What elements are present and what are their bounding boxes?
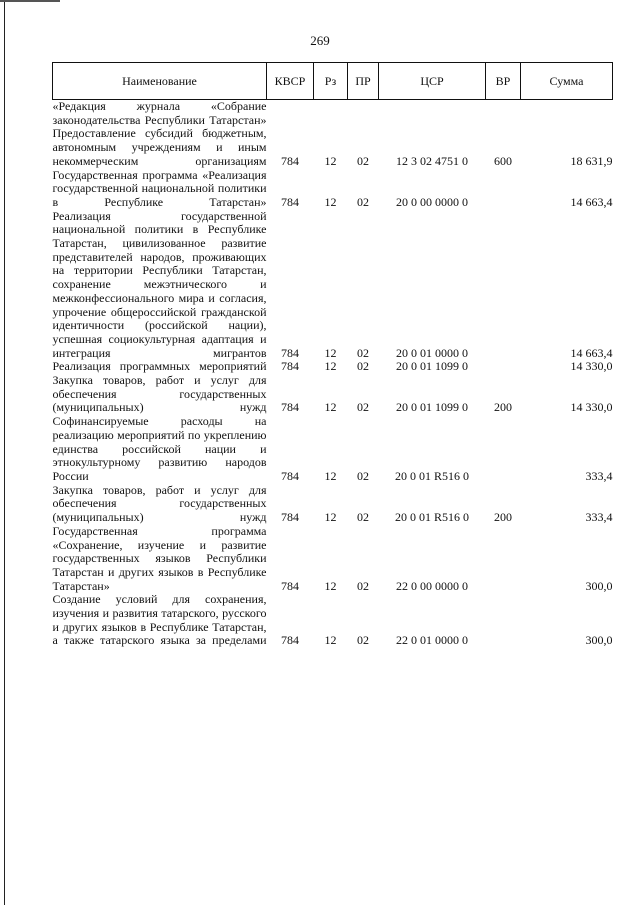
budget-table bbox=[52, 62, 613, 648]
row-rz: 12 bbox=[324, 400, 337, 415]
row-csr bbox=[379, 100, 486, 128]
row-sum: 14 330,0 bbox=[570, 400, 613, 415]
row-csr: 20 0 00 0000 0 bbox=[396, 194, 468, 209]
row-rz bbox=[314, 100, 348, 128]
row-sum: 300,0 bbox=[585, 633, 613, 648]
row-sum: 14 330,0 bbox=[570, 359, 613, 374]
row-kvsr bbox=[267, 100, 314, 128]
row-rz: 12 bbox=[324, 194, 337, 209]
row-kvsr: 784 bbox=[281, 153, 299, 168]
row-kvsr: 784 bbox=[281, 359, 299, 374]
row-csr: 12 3 02 4751 0 bbox=[396, 153, 468, 168]
row-pr: 02 bbox=[357, 345, 369, 360]
table-row bbox=[53, 210, 613, 361]
table-row bbox=[53, 169, 613, 210]
row-csr: 20 0 01 R516 0 bbox=[394, 510, 469, 525]
row-vr: 200 bbox=[494, 400, 512, 415]
row-vr bbox=[486, 100, 521, 128]
row-rz: 12 bbox=[324, 633, 337, 648]
row-vr bbox=[486, 169, 521, 210]
row-name: Государственная программа «Сохранение, изучение и развитие государственных языков Республики Татарстан и других языков в Республике Татарстан» bbox=[52, 523, 267, 593]
row-name: Создание условий для сохранения, изучения и развития татарского, русского и других языков в Республике Татарстан, а также татарского языка за пределами bbox=[52, 592, 267, 648]
row-name: Софинансируемые расходы на реализацию мероприятий по укреплению единства российской нации и этнокультурному развитию народов России bbox=[52, 414, 267, 483]
row-vr: 200 bbox=[494, 510, 512, 525]
row-vr: 600 bbox=[494, 153, 512, 168]
row-pr bbox=[348, 100, 379, 128]
header-csr: ЦСР bbox=[379, 63, 486, 100]
row-csr: 22 0 01 0000 0 bbox=[396, 633, 468, 648]
row-vr bbox=[486, 525, 521, 594]
scan-edge-left bbox=[4, 0, 5, 905]
row-kvsr: 784 bbox=[281, 510, 299, 525]
row-csr: 20 0 01 R516 0 bbox=[394, 468, 469, 483]
row-name: Предоставление субсидий бюджетным, автономным учреждениям и иным некоммерческим организациям bbox=[52, 126, 267, 168]
header-rz: Рз bbox=[314, 63, 348, 100]
row-csr: 22 0 00 0000 0 bbox=[396, 578, 468, 593]
row-kvsr: 784 bbox=[281, 468, 299, 483]
table-row bbox=[53, 525, 613, 594]
row-rz: 12 bbox=[324, 468, 337, 483]
row-name: Закупка товаров, работ и услуг для обеспечения государственных (муниципальных) нужд bbox=[52, 482, 267, 525]
row-vr bbox=[486, 593, 521, 648]
table-row bbox=[53, 360, 613, 374]
row-pr: 02 bbox=[357, 510, 369, 525]
row-rz: 12 bbox=[324, 578, 337, 593]
row-sum: 14 663,4 bbox=[570, 194, 613, 209]
row-name: «Редакция журнала «Собрание законодательства Республики Татарстан» bbox=[52, 99, 267, 127]
header-vr: ВР bbox=[486, 63, 521, 100]
row-rz: 12 bbox=[324, 359, 337, 374]
row-vr bbox=[486, 415, 521, 484]
row-pr: 02 bbox=[357, 400, 369, 415]
row-sum: 333,4 bbox=[585, 468, 613, 483]
row-vr bbox=[486, 360, 521, 374]
table-row bbox=[53, 593, 613, 648]
table-row bbox=[53, 484, 613, 525]
row-sum bbox=[521, 100, 613, 128]
row-name: Закупка товаров, работ и услуг для обеспечения государственных (муниципальных) нужд bbox=[52, 373, 267, 415]
row-vr bbox=[486, 210, 521, 361]
table-row bbox=[53, 374, 613, 415]
header-pr: ПР bbox=[348, 63, 379, 100]
row-sum: 300,0 bbox=[585, 578, 613, 593]
row-rz: 12 bbox=[324, 345, 337, 360]
header-kvsr: КВСР bbox=[267, 63, 314, 100]
row-sum: 14 663,4 bbox=[570, 345, 613, 360]
scan-edge-top bbox=[0, 0, 60, 2]
row-kvsr: 784 bbox=[281, 345, 299, 360]
header-sum: Сумма bbox=[521, 63, 613, 100]
row-csr: 20 0 01 1099 0 bbox=[396, 400, 468, 415]
row-name: Реализация государственной национальной политики в Республике Татарстан, цивилизованное развитие представителей народов, проживающих на территории Республики Татарстан, сохранение межэтнического и межконфессионального мира и согласия, упрочение общероссийской гражданской идентичности (российской нации), успешная социокультурная адаптация и интеграция мигрантов bbox=[52, 208, 267, 360]
row-kvsr: 784 bbox=[281, 400, 299, 415]
row-sum: 333,4 bbox=[585, 510, 613, 525]
table-row bbox=[53, 100, 613, 128]
row-pr: 02 bbox=[357, 194, 369, 209]
row-kvsr: 784 bbox=[281, 194, 299, 209]
row-pr: 02 bbox=[357, 633, 369, 648]
row-csr: 20 0 01 0000 0 bbox=[396, 345, 468, 360]
row-pr: 02 bbox=[357, 359, 369, 374]
row-kvsr: 784 bbox=[281, 578, 299, 593]
row-kvsr: 784 bbox=[281, 633, 299, 648]
header-name: Наименование bbox=[53, 63, 267, 100]
row-rz: 12 bbox=[324, 153, 337, 168]
row-sum: 18 631,9 bbox=[570, 153, 613, 168]
page-number: 269 bbox=[310, 33, 330, 48]
table-header-row bbox=[53, 63, 613, 100]
row-pr: 02 bbox=[357, 578, 369, 593]
row-name: Реализация программных мероприятий bbox=[52, 359, 267, 374]
row-name: Государственная программа «Реализация государственной национальной политики в Республике Татарстан» bbox=[52, 167, 267, 209]
table-row bbox=[53, 127, 613, 168]
row-pr: 02 bbox=[357, 153, 369, 168]
row-csr: 20 0 01 1099 0 bbox=[396, 359, 468, 374]
table-row bbox=[53, 415, 613, 484]
row-rz: 12 bbox=[324, 510, 337, 525]
row-pr: 02 bbox=[357, 468, 369, 483]
